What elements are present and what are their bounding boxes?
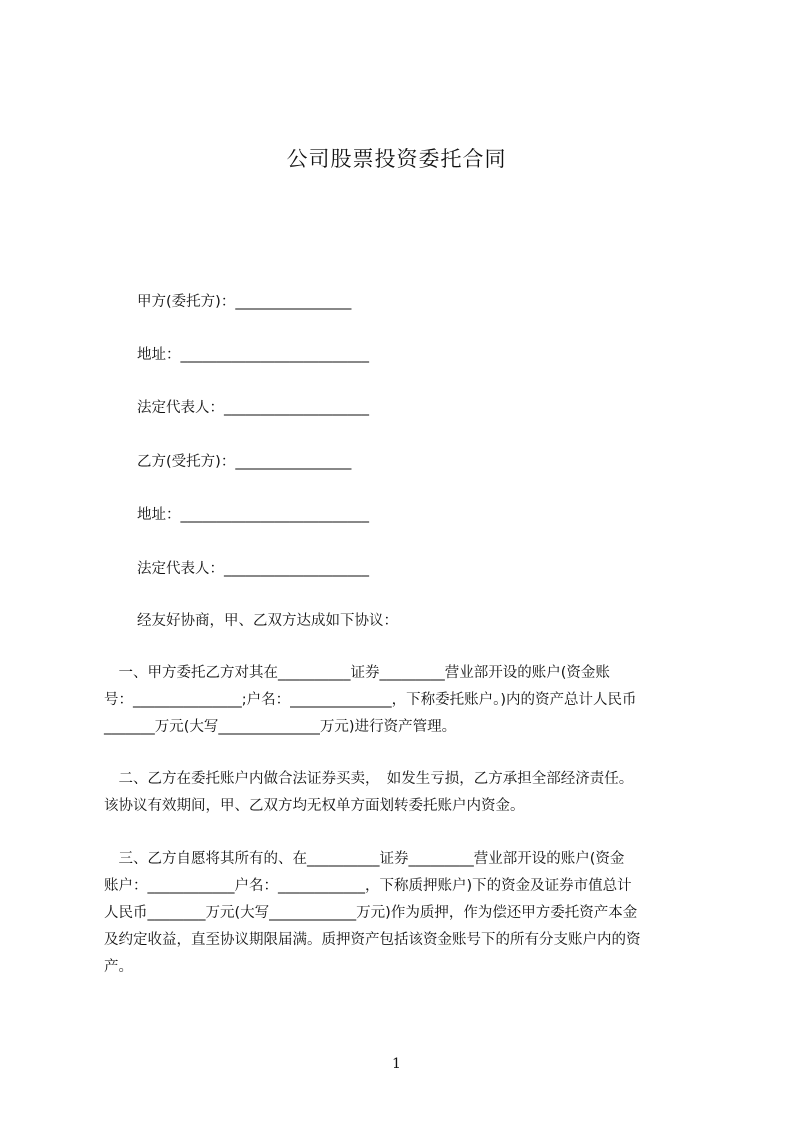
- party-a-address-blank: __________________________: [180, 347, 369, 363]
- party-a-representative-blank: ____________________: [224, 400, 369, 416]
- clause-three: [104, 846, 704, 981]
- clause-one-line: _______万元(大写______________万元)进行资产管理。: [104, 719, 457, 735]
- clause-three-line: 人民币________万元(大写____________万元)作为质押，作为偿还甲方委托资产本金: [104, 905, 638, 921]
- clause-two-line: 二、乙方在委托账户内做合法证券买卖， 如发生亏损，乙方承担全部经济责任。: [104, 771, 634, 787]
- party-b-representative-blank: ____________________: [224, 561, 369, 577]
- party-b-address-blank: __________________________: [180, 507, 369, 523]
- document-title: 公司股票投资委托合同: [286, 147, 507, 171]
- agreement-intro: 经友好协商，甲、乙双方达成如下协议：: [137, 613, 398, 629]
- clause-one-line: 一、甲方委托乙方对其在__________证券_________营业部开设的账户(资金账: [104, 665, 610, 681]
- party-b-address-label: 地址：: [137, 507, 181, 523]
- party-b-blank: ________________: [235, 454, 352, 470]
- clause-three-line: 及约定收益，直至协议期限届满。质押资产包括该资金账号下的所有分支账户内的资: [104, 932, 641, 948]
- party-a-representative-label: 法定代表人：: [137, 400, 224, 416]
- party-a-label: 甲方(委托方)：: [137, 294, 236, 310]
- clause-two: [104, 766, 704, 820]
- clause-two-line: 该协议有效期间，甲、乙双方均无权单方面划转委托账户内资金。: [104, 798, 525, 814]
- party-b-field: [137, 452, 351, 472]
- party-b-label: 乙方(受托方)：: [137, 454, 236, 470]
- clause-one-line: 号：_______________;户名：______________，下称委托账户。)内的资产总计人民币: [104, 692, 637, 708]
- party-a-address-field: [137, 345, 369, 365]
- party-b-address-field: [137, 505, 369, 525]
- page-number: 1: [392, 1056, 401, 1072]
- party-a-blank: ________________: [235, 294, 352, 310]
- clause-three-line: 产。: [104, 959, 133, 975]
- party-b-representative-label: 法定代表人：: [137, 561, 224, 577]
- clause-one: [104, 660, 704, 741]
- clause-three-line: 账户：____________户名：____________，下称质押账户)下的资金及证券市值总计: [104, 878, 632, 894]
- clause-three-line: 三、乙方自愿将其所有的、在__________证券_________营业部开设的账户(资金: [104, 851, 625, 867]
- party-a-field: [137, 292, 351, 312]
- party-a-address-label: 地址：: [137, 347, 181, 363]
- party-a-representative-field: [137, 398, 369, 418]
- party-b-representative-field: [137, 559, 369, 579]
